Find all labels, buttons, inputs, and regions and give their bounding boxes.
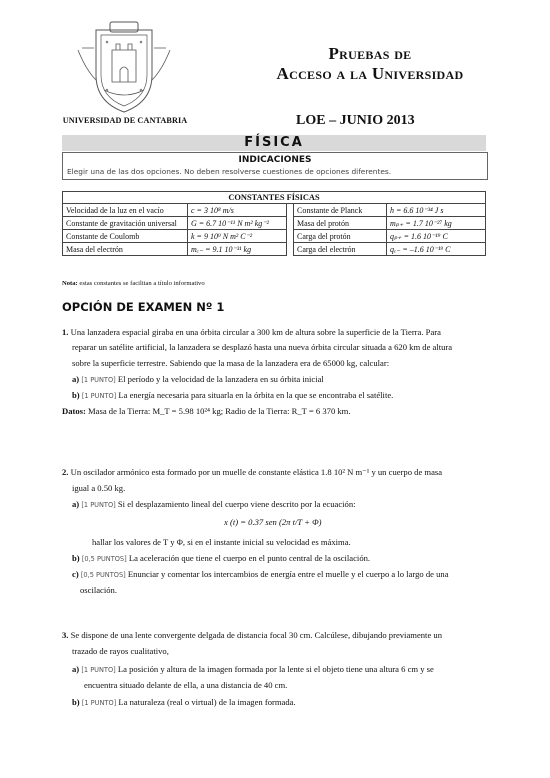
q1-line2: reparar un satélite artificial, la lanzadera se desplazó hasta una nueva órbita circular situada a 620 km de altura <box>72 342 453 352</box>
constant-name: Carga del protón <box>294 230 387 243</box>
constant-value: c = 3 10⁸ m/s <box>188 204 287 217</box>
q2-part-b: b) [0,5 PUNTOS] La aceleración que tiene el cuerpo en el punto central de la oscilación. <box>72 553 371 563</box>
q3-part-a-cont: encuentra situado delante de ella, a una distancia de 40 cm. <box>84 680 288 690</box>
table-row <box>63 230 486 243</box>
constant-name: Constante de Planck <box>294 204 387 217</box>
table-row <box>63 217 486 230</box>
q1-part-b: b) [1 PUNTO] La energía necesaria para situarla en la órbita en la que se encontraba el satélite. <box>72 390 394 400</box>
constant-name: Constante de gravitación universal <box>63 217 188 230</box>
constant-name: Masa del protón <box>294 217 387 230</box>
constant-name: Velocidad de la luz en el vacío <box>63 204 188 217</box>
q2-line2: igual a 0.50 kg. <box>72 483 126 493</box>
constant-value: qₚ₊ = 1.6 10⁻¹⁹ C <box>387 230 486 243</box>
indicaciones-text: Elegir una de las dos opciones. No deben resolverse cuestiones de opciones diferentes. <box>67 167 392 176</box>
q1-datos: Datos: Masa de la Tierra: M_T = 5.98 10²⁴ kg; Radio de la Tierra: R_T = 6 370 km. <box>62 406 351 416</box>
subject-title: FÍSICA <box>244 135 304 150</box>
q2-part-c-cont: oscilación. <box>80 585 117 595</box>
q2-part-a-cont: hallar los valores de T y Φ, si en el instante inicial su velocidad es máxima. <box>92 537 351 547</box>
exam-date: LOE – JUNIO 2013 <box>296 113 415 128</box>
constant-value: mₑ₋ = 9.1 10⁻³¹ kg <box>188 243 287 256</box>
option-title: OPCIÓN DE EXAMEN Nº 1 <box>62 300 225 314</box>
constants-table <box>62 191 486 256</box>
constant-name: Masa del electrón <box>63 243 188 256</box>
constant-value: G = 6.7 10⁻¹¹ N m² kg⁻² <box>188 217 287 230</box>
q2-line1: 2. Un oscilador armónico esta formado por un muelle de constante elástica 1.8 10² N m⁻¹ y un cuerpo de masa <box>62 467 443 477</box>
table-row <box>63 243 486 256</box>
constant-value: qₑ₋ = –1.6 10⁻¹⁹ C <box>387 243 486 256</box>
subject-bar <box>62 135 486 151</box>
constant-value: mₚ₊ = 1.7 10⁻²⁷ kg <box>387 217 486 230</box>
q1-part-a: a) [1 PUNTO] El período y la velocidad de la lanzadera en su órbita inicial <box>72 374 324 384</box>
constant-value: k = 9 10⁹ N m² C⁻² <box>188 230 287 243</box>
constants-title: CONSTANTES FÍSICAS <box>63 192 486 204</box>
q2-formula: x (t) = 0.37 sen (2π t/T + Φ) <box>224 517 322 527</box>
table-row <box>63 204 486 217</box>
constant-value: h = 6.6 10⁻³⁴ J s <box>387 204 486 217</box>
q1-line1: 1. Una lanzadera espacial giraba en una órbita circular a 300 km de altura sobre la superficie de la Tierra. Para <box>62 327 441 337</box>
q1-line3: sobre la superficie terrestre. Sabiendo que la masa de la lanzadera era de 65000 kg, calcular: <box>72 358 390 368</box>
q2-part-c: c) [0,5 PUNTOS] Enunciar y comentar los intercambios de energía entre el muelle y el cuerpo a lo largo de una <box>72 569 449 579</box>
constant-name: Carga del electrón <box>294 243 387 256</box>
q3-line2: trazado de rayos cualitativo, <box>72 646 169 656</box>
q2-part-a: a) [1 PUNTO] Si el desplazamiento lineal del cuerpo viene descrito por la ecuación: <box>72 499 356 509</box>
indicaciones-box <box>62 152 488 180</box>
q3-part-b: b) [1 PUNTO] La naturaleza (real o virtual) de la imagen formada. <box>72 697 296 707</box>
q3-line1: 3. Se dispone de una lente convergente delgada de distancia focal 30 cm. Calcúlese, dibujando previamente un <box>62 630 442 640</box>
constant-name: Constante de Coulomb <box>63 230 188 243</box>
university-name: UNIVERSIDAD DE CANTABRIA <box>62 116 188 125</box>
indicaciones-title: INDICACIONES <box>238 155 312 165</box>
constants-note: Nota: estas constantes se facilitan a título informativo <box>62 280 205 287</box>
exam-title-line1: Pruebas de <box>328 44 412 63</box>
university-seal-icon <box>74 20 174 116</box>
q3-part-a: a) [1 PUNTO] La posición y altura de la imagen formada por la lente si el objeto tiene una altura 6 cm y se <box>72 664 434 674</box>
exam-title-line2: Acceso a la Universidad <box>276 64 464 83</box>
